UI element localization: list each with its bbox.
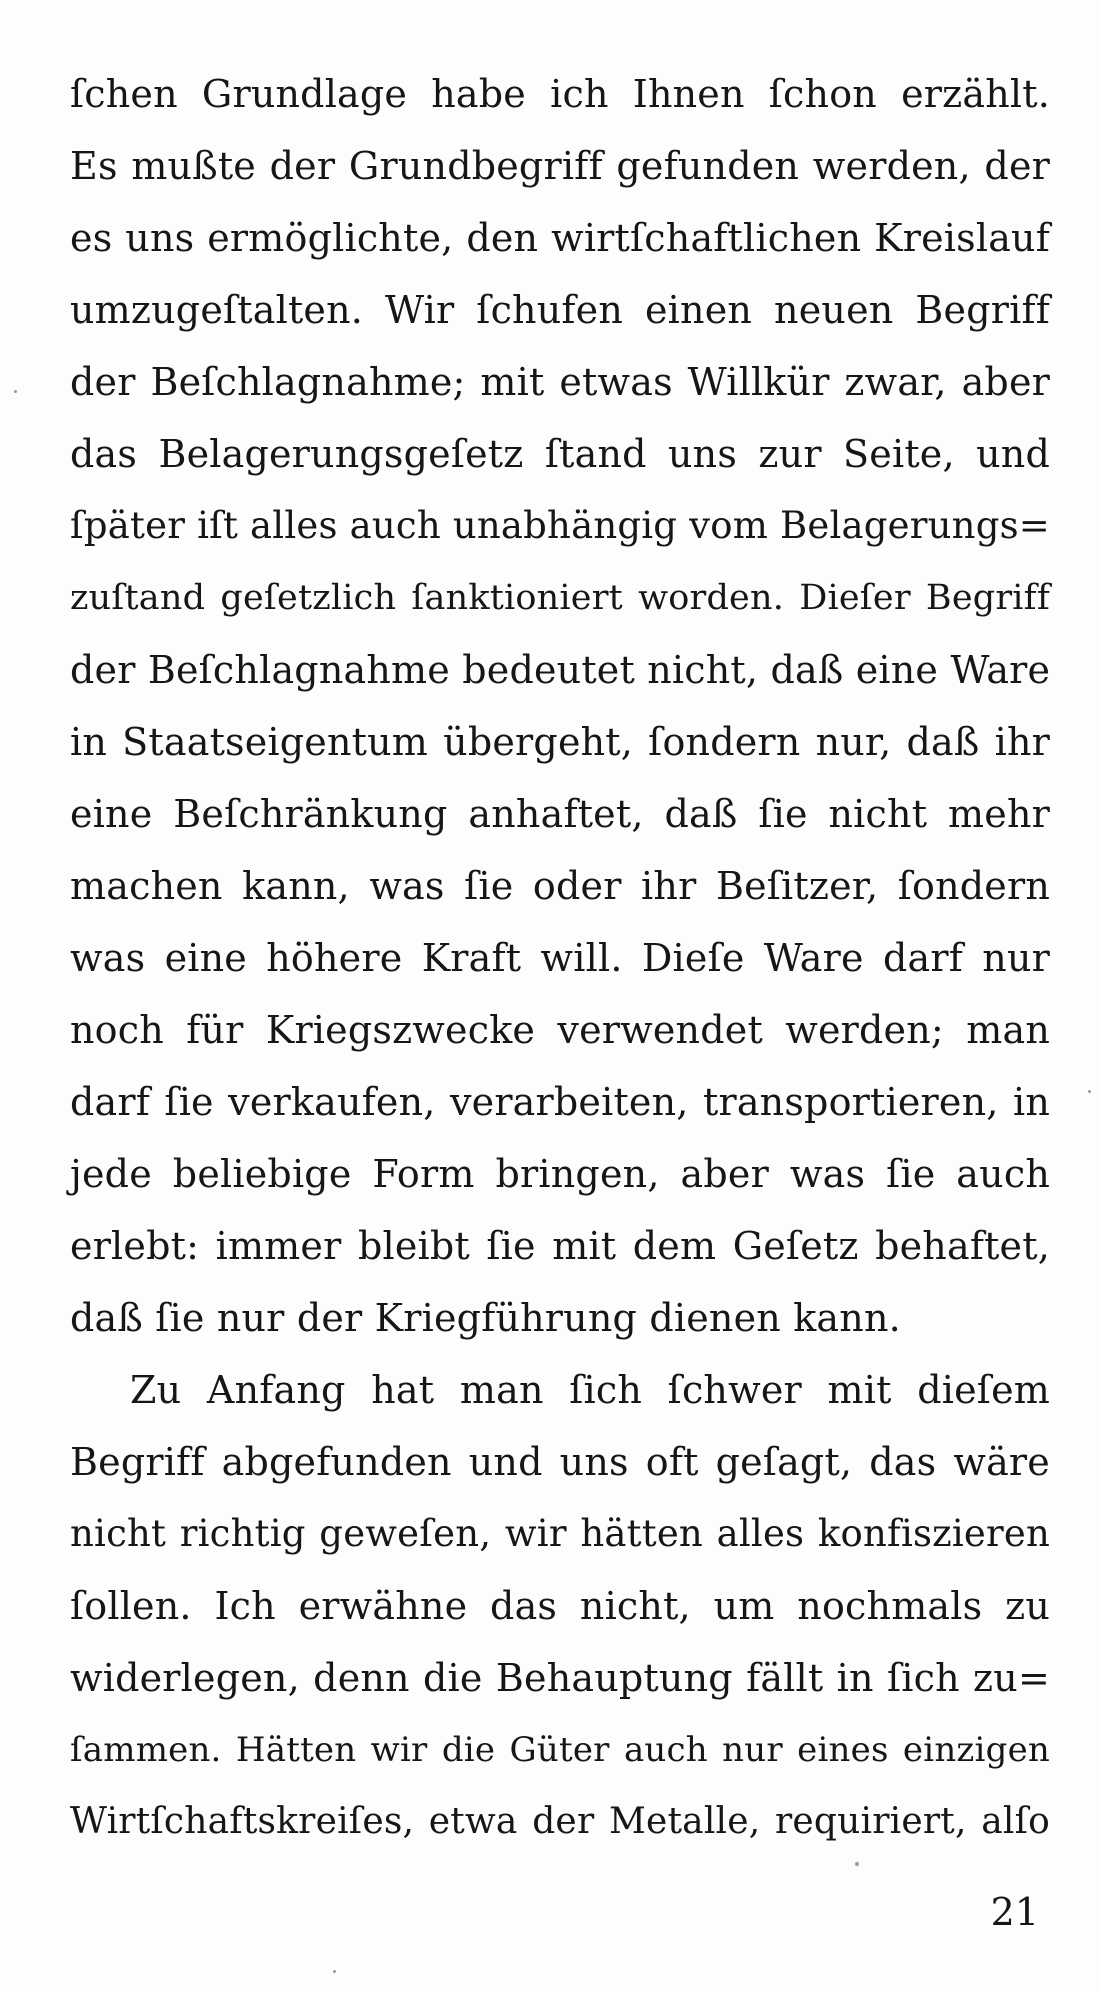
text-line: jede beliebige Form bringen, aber was ſie auch bbox=[70, 1152, 1050, 1196]
page-number: 21 bbox=[990, 1890, 1039, 1934]
text-line: eine Beſchränkung anhaftet, daß ſie nicht mehr bbox=[70, 792, 1050, 836]
body-text bbox=[70, 58, 1050, 1858]
text-line: der Beſchlagnahme; mit etwas Willkür zwar, aber bbox=[70, 360, 1050, 404]
text-line: ſchen Grundlage habe ich Ihnen ſchon erzählt. bbox=[70, 72, 1050, 116]
paper-speck bbox=[333, 1970, 336, 1973]
text-line: daß ſie nur der Kriegführung dienen kann. bbox=[70, 1296, 901, 1340]
text-line: in Staatseigentum übergeht, ſondern nur, daß ihr bbox=[70, 720, 1050, 764]
text-line: Wirtſchaftskreiſes, etwa der Metalle, requiriert, alſo bbox=[70, 1801, 1050, 1842]
text-line: noch für Kriegszwecke verwendet werden; man bbox=[70, 1008, 1050, 1052]
text-line: Es mußte der Grundbegriff gefunden werden, der bbox=[70, 144, 1050, 188]
text-line: Zu Anfang hat man ſich ſchwer mit dieſem bbox=[130, 1368, 1050, 1412]
text-line: was eine höhere Kraft will. Dieſe Ware darf nur bbox=[70, 936, 1050, 980]
text-line: widerlegen, denn die Behauptung fällt in ſich zu= bbox=[70, 1656, 1050, 1700]
text-line: nicht richtig geweſen, wir hätten alles konfiszieren bbox=[70, 1512, 1050, 1555]
text-line: machen kann, was ſie oder ihr Beſitzer, ſondern bbox=[70, 864, 1050, 908]
text-line: umzugeſtalten. Wir ſchufen einen neuen Begriff bbox=[70, 288, 1050, 332]
text-line: das Belagerungsgeſetz ſtand uns zur Seite, und bbox=[70, 432, 1050, 476]
text-line: erlebt: immer bleibt ſie mit dem Geſetz behaftet, bbox=[70, 1224, 1050, 1268]
paper-speck bbox=[855, 1862, 859, 1866]
text-line: ſpäter iſt alles auch unabhängig vom Belagerungs= bbox=[70, 504, 1050, 547]
text-line: ſollen. Ich erwähne das nicht, um nochmals zu bbox=[70, 1584, 1050, 1628]
text-line: zuſtand geſetzlich ſanktioniert worden. Dieſer Begriff bbox=[70, 578, 1050, 618]
paper-speck bbox=[1088, 1090, 1091, 1093]
text-line: es uns ermöglichte, den wirtſchaftlichen Kreislauf bbox=[70, 216, 1050, 260]
text-line: darf ſie verkaufen, verarbeiten, transportieren, in bbox=[70, 1080, 1050, 1124]
text-line: Begriff abgefunden und uns oft geſagt, das wäre bbox=[70, 1440, 1050, 1484]
paper-speck bbox=[14, 390, 17, 393]
text-line: der Beſchlagnahme bedeutet nicht, daß eine Ware bbox=[70, 648, 1051, 692]
text-line: ſammen. Hätten wir die Güter auch nur eines einzigen bbox=[70, 1730, 1050, 1770]
